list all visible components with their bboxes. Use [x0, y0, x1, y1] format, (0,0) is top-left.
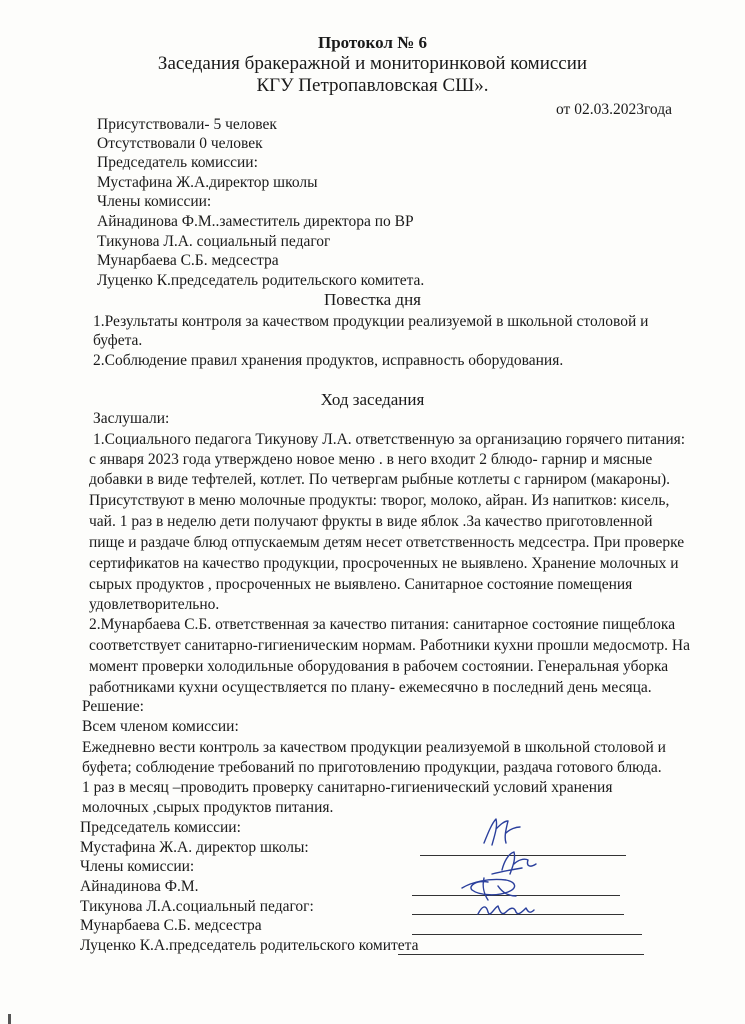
signature-label: Мунарбаева С.Б. медсестра [80, 917, 262, 934]
attendance-line: Присутствовали- 5 человек [97, 116, 277, 133]
attendance-line: Мустафина Ж.А.директор школы [97, 174, 318, 191]
signature-mustafina [478, 815, 524, 849]
agenda-item: 1.Результаты контроля за качеством продукции реализуемой в школьной столовой и [93, 313, 649, 330]
body-line: соответствует санитарно-гигиеническим нормам. Работники кухни прошли медосмотр. На [89, 637, 690, 654]
scan-edge-mark [8, 1014, 11, 1024]
agenda-title: Повестка дня [323, 290, 421, 309]
attendance-line: Члены комиссии: [97, 193, 212, 210]
body-line: Всем членом комиссии: [82, 718, 239, 735]
body-line: удовлетворительно. [89, 596, 220, 613]
agenda-item: 2.Соблюдение правил хранения продуктов, исправность оборудования. [93, 352, 564, 369]
body-line: 1 раз в месяц –проводить проверку санитарно-гигиенический условий хранения [82, 779, 613, 796]
signature-label: Мустафина Ж.А. директор школы: [80, 839, 309, 856]
proceedings-title: Ход заседания [320, 390, 425, 409]
signature-label: Луценко К.А.председатель родительского комитета [80, 937, 419, 954]
body-line: Заслушали: [93, 410, 170, 427]
body-line: добавки в виде тефтелей, котлет. По четвергам рыбные котлеты с гарниром (макароны). [89, 471, 671, 488]
agenda-item: буфета. [93, 332, 143, 349]
attendance-line: Мунарбаева С.Б. медсестра [97, 252, 279, 269]
body-line: 1.Социального педагога Тикунову Л.А. ответственную за организацию горячего питания: [93, 431, 686, 448]
body-line: пище и раздаче блюд отпускаемым детям несет ответственность медсестра. При проверке [89, 534, 685, 551]
protocol-subtitle-2: КГУ Петропавловская СШ». [256, 75, 489, 96]
body-line: Присутствуют в меню молочные продукты: творог, молоко, айран. Из напитков: кисель, [89, 492, 670, 509]
attendance-line: Луценко К.председатель родительского комитета. [97, 272, 425, 289]
signature-label: Члены комиссии: [80, 858, 195, 875]
protocol-date: от 02.03.2023года [556, 101, 672, 118]
body-line: 2.Мунарбаева С.Б. ответственная за качество питания: санитарное состояние пищеблока [89, 616, 676, 633]
signature-label: Председатель комиссии: [80, 819, 241, 836]
body-line: молочных ,сырых продуктов питания. [82, 799, 334, 816]
attendance-line: Отсутствовали 0 человек [97, 135, 263, 152]
protocol-subtitle-1: Заседания бракеражной и мониторинковой комиссии [157, 53, 588, 74]
signature-line [398, 954, 644, 955]
body-line: сырых продуктов , просроченных не выявлено. Санитарное состояние помещения [89, 576, 633, 593]
body-line: Ежедневно вести контроль за качеством продукции реализуемой в школьной столовой и [82, 739, 666, 756]
signature-line [412, 934, 642, 935]
attendance-line: Тикунова Л.А. социальный педагог [97, 233, 331, 250]
body-line: с января 2023 года утверждено новое меню . в него входит 2 блюдо- гарнир и мясные [89, 451, 653, 468]
body-line: чай. 1 раз в неделю дети получают фрукты в виде яблок .За качество приготовленной [89, 513, 653, 530]
body-line: момент проверки холодильные оборудования в рабочем состоянии. Генеральная уборка [89, 658, 669, 675]
body-line: сертификатов на качество продукции, просроченных не выявлено. Хранение молочных и [89, 555, 679, 572]
attendance-line: Председатель комиссии: [97, 154, 258, 171]
attendance-line: Айнадинова Ф.М..заместитель директора по ВР [97, 213, 414, 230]
signature-label: Тикунова Л.А.социальный педагог: [80, 898, 314, 915]
signature-label: Айнадинова Ф.М. [80, 878, 199, 895]
body-line: буфета; соблюдение требований по приготовлению продукции, раздача готового блюда. [82, 759, 662, 776]
body-line: работниками кухни осуществляется по плану- ежемесячно в последний день месяца. [89, 679, 652, 696]
decision-heading: Решение: [82, 698, 144, 715]
protocol-title: Протокол № 6 [317, 33, 428, 52]
signature-munarbaeva [474, 898, 536, 924]
